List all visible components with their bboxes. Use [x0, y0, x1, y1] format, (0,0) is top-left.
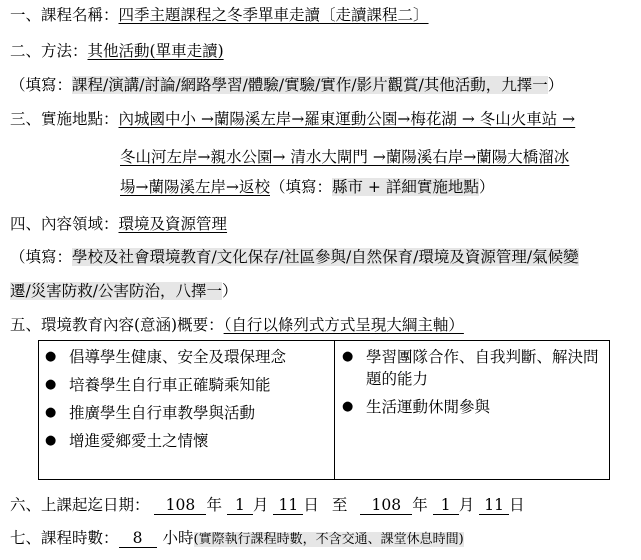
start-year-unit: 年: [206, 496, 222, 514]
end-month-value: 1: [433, 496, 459, 515]
domain-note-close: ）: [221, 282, 238, 300]
start-day-unit: 日: [303, 496, 319, 514]
method-note-row: [10, 74, 563, 96]
start-month-value: 1: [227, 496, 253, 515]
course-name-value: 四季主題課程之冬季單車走讀〔走讀課程二〕: [118, 6, 429, 24]
hours-unit: 小時: [162, 529, 194, 547]
bullet-icon: ●: [45, 433, 57, 448]
domain-note-open: （填寫：: [10, 248, 73, 266]
method-row: [10, 40, 224, 62]
location-note-value: 縣市 + 詳細實施地點: [332, 178, 479, 196]
domain-label: 四、內容領域：: [10, 215, 119, 233]
course-name-row: [10, 4, 429, 26]
location-label: 三、實施地點：: [10, 110, 119, 128]
outline-item: [45, 402, 329, 424]
domain-value: 環境及資源管理: [118, 215, 228, 233]
dates-row: [10, 494, 525, 516]
location-line-2: 冬山河左岸→親水公園→ 清水大閘門 →蘭陽溪右岸→蘭陽大橋溜冰: [120, 148, 570, 166]
bullet-icon: ●: [45, 349, 57, 364]
location-note-close: ）: [478, 178, 495, 196]
bullet-icon: ●: [45, 377, 57, 392]
date-range-to: 至: [331, 496, 348, 514]
location-row: [10, 108, 575, 130]
domain-note-row-2: [10, 280, 237, 302]
location-row-2: [120, 146, 569, 168]
end-year-value: 108: [360, 496, 412, 515]
outline-item: [45, 346, 329, 368]
course-name-label: 一、課程名稱：: [10, 6, 119, 24]
domain-note-line-1: 學校及社會環境教育/文化保存/社區參與/自然保育/環境及資源管理/氣候變: [72, 248, 579, 266]
location-note-open: （填寫：: [269, 178, 332, 196]
outline-item: [342, 346, 604, 390]
end-year-unit: 年: [412, 496, 428, 514]
end-day-unit: 日: [509, 496, 525, 514]
outline-label: 五、環境教育內容(意涵)概要：: [10, 316, 224, 334]
method-value: 其他活動(單車走讀): [87, 42, 224, 60]
location-line-3: 場→蘭陽溪左岸→返校: [120, 178, 270, 196]
domain-row: [10, 213, 227, 235]
method-note-open: （填寫：: [10, 76, 73, 94]
hours-row: [10, 527, 464, 551]
end-month-unit: 月: [458, 496, 475, 514]
outline-item-text: 生活運動休閒參與: [366, 398, 491, 416]
method-label: 二、方法：: [10, 42, 88, 60]
bullet-icon: ●: [342, 349, 354, 364]
outline-left-column: [45, 346, 329, 458]
outline-item: [45, 374, 329, 396]
method-note-options: 課程/演講/討論/網路學習/體驗/實驗/實作/影片觀賞/其他活動，九擇一: [72, 76, 548, 94]
outline-row: [10, 314, 464, 336]
bullet-icon: ●: [45, 405, 57, 420]
outline-note: （自行以條列式方式呈現大綱主軸）: [223, 316, 464, 334]
outline-item-text: 培養學生自行車正確騎乘知能: [69, 376, 271, 394]
outline-item: [342, 396, 604, 418]
hours-label: 七、課程時數：: [10, 529, 119, 547]
bullet-icon: ●: [342, 399, 354, 414]
domain-note-line-2: 遷/災害防救/公害防治，八擇一: [10, 282, 222, 300]
dates-label: 六、上課起迄日期：: [10, 496, 150, 514]
start-month-unit: 月: [252, 496, 269, 514]
location-row-3: [120, 176, 494, 198]
column-divider: [334, 341, 335, 479]
hours-note: (實際執行課程時數，不含交通、課堂休息時間): [193, 532, 464, 547]
location-line-1: 內城國中小 →蘭陽溪左岸→羅東運動公園→梅花湖 → 冬山火車站 →: [118, 110, 576, 128]
outline-item-text: 倡導學生健康、安全及環保理念: [69, 348, 287, 366]
outline-item: [45, 430, 329, 452]
method-note-close: ）: [547, 76, 564, 94]
outline-right-column: [342, 346, 604, 424]
start-day-value: 11: [273, 496, 303, 515]
outline-item-text: 學習團隊合作、自我判斷、解決問題的能力: [366, 348, 599, 388]
outline-item-text: 推廣學生自行車教學與活動: [69, 404, 256, 422]
domain-note-row: [10, 246, 579, 268]
start-year-value: 108: [154, 496, 206, 515]
outline-item-text: 增進愛鄉愛土之情懷: [69, 432, 209, 450]
end-day-value: 11: [479, 496, 509, 515]
hours-value: 8: [119, 529, 157, 548]
outline-box: [38, 340, 610, 480]
